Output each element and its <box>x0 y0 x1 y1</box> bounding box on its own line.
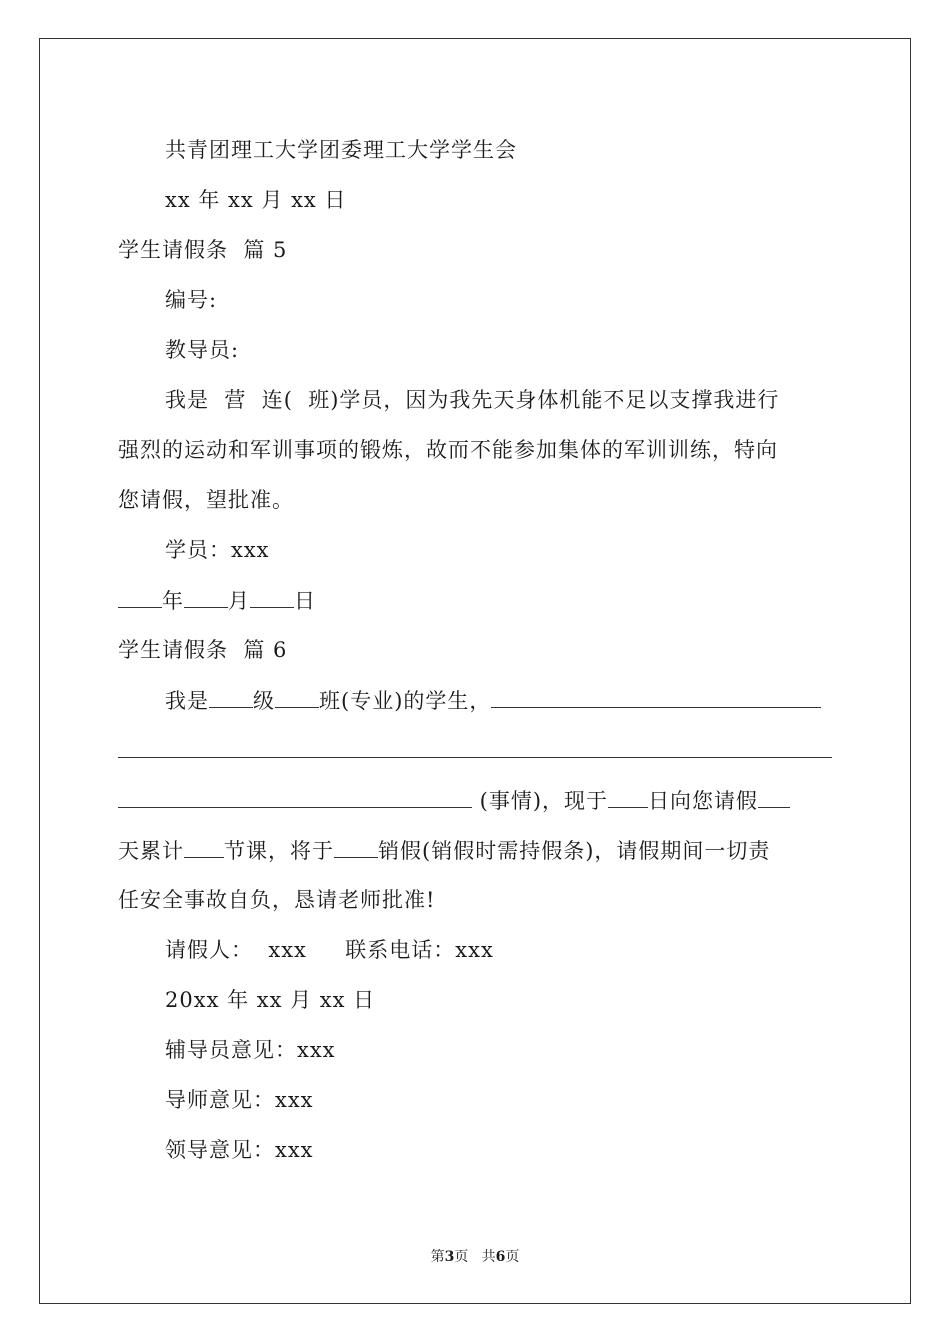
reason-blank-start <box>491 685 821 708</box>
blank-date-line <box>118 585 316 616</box>
signature-date: xx 年 xx 月 xx 日 <box>165 188 347 212</box>
year-blank <box>118 585 162 608</box>
page-prefix: 第 <box>430 1249 445 1265</box>
leader-opinion: 领导意见：xxx <box>165 1138 314 1162</box>
form-line-3 <box>118 785 790 816</box>
serial-number-label: 编号: <box>165 288 218 312</box>
application-date: 20xx 年 xx 月 xx 日 <box>165 988 376 1012</box>
form-text: 日向您请假 <box>648 789 759 813</box>
form-text: (事情)，现于 <box>472 789 609 813</box>
form-text: 级 <box>253 689 275 713</box>
year-label: 年 <box>162 589 184 613</box>
month-blank <box>184 585 228 608</box>
student-signature: 学员：xxx <box>165 538 270 562</box>
current-page: 3 <box>444 1249 455 1265</box>
reason-blank-full <box>118 735 832 758</box>
form-line-2 <box>118 735 832 766</box>
section-heading-5: 学生请假条 篇 5 <box>118 238 288 262</box>
start-date-blank <box>608 785 648 808</box>
applicant-contact: 请假人： xxx 联系电话：xxx <box>165 938 494 962</box>
return-date-blank <box>334 835 378 858</box>
org-signature: 共青团理工大学团委理工大学学生会 <box>165 138 517 162</box>
body-paragraph-line-2: 强烈的运动和军训事项的锻炼，故而不能参加集体的军训训练，特向 <box>118 438 778 462</box>
form-line-1 <box>165 685 821 716</box>
page-suffix: 页 <box>505 1249 520 1265</box>
form-text: 班(专业)的学生， <box>319 689 492 713</box>
month-label: 月 <box>228 589 250 613</box>
form-text: 天累计 <box>118 839 184 863</box>
counselor-opinion: 辅导员意见：xxx <box>165 1038 336 1062</box>
class-blank <box>275 685 319 708</box>
days-blank <box>758 785 790 808</box>
body-paragraph-line-1: 我是 营 连( 班)学员，因为我先天身体机能不足以支撑我进行 <box>165 388 780 412</box>
form-text: 销假(销假时需持假条)，请假期间一切责 <box>378 839 771 863</box>
day-blank <box>250 585 294 608</box>
classes-blank <box>184 835 224 858</box>
section-heading-6: 学生请假条 篇 6 <box>118 638 288 662</box>
reason-blank-end <box>118 785 472 808</box>
form-line-5: 任安全事故自负，恳请老师批准! <box>118 888 436 912</box>
instructor-salutation: 教导员: <box>165 338 240 362</box>
page-mid: 页 共 <box>454 1249 496 1265</box>
form-text: 我是 <box>165 689 209 713</box>
form-line-4 <box>118 835 770 866</box>
tutor-opinion: 导师意见：xxx <box>165 1088 314 1112</box>
day-label: 日 <box>294 589 316 613</box>
total-pages: 6 <box>495 1249 506 1265</box>
body-paragraph-line-3: 您请假，望批准。 <box>118 488 294 512</box>
page-number <box>0 1248 950 1266</box>
grade-blank <box>209 685 253 708</box>
form-text: 节课，将于 <box>224 839 334 863</box>
